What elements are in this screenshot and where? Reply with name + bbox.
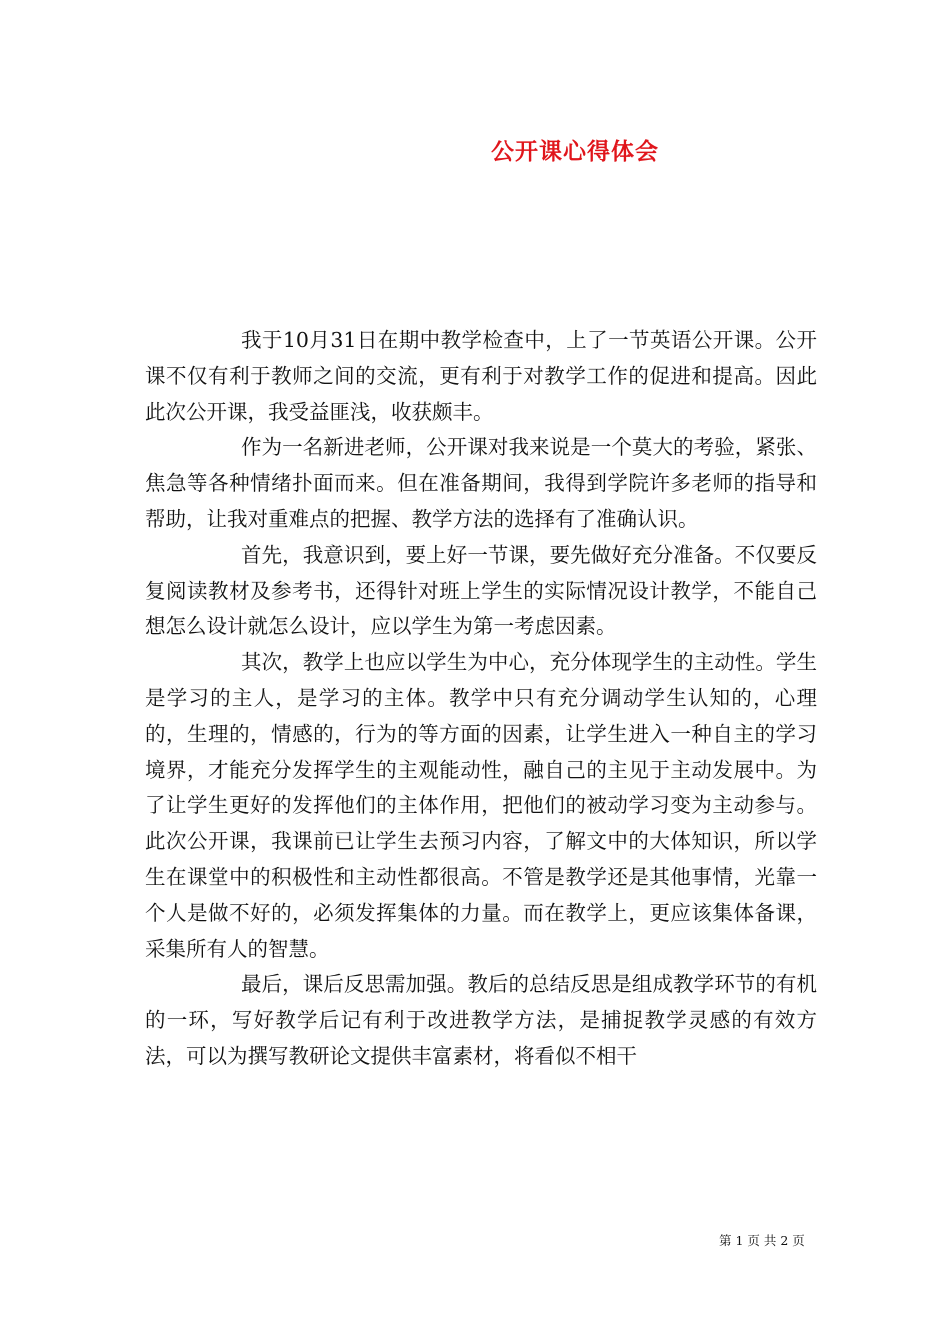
paragraph: 首先，我意识到，要上好一节课，要先做好充分准备。不仅要反复阅读教材及参考书，还得针对班上学生的实际情况设计教学，不能自己想怎么设计就怎么设计，应以学生为第一考虑因素。 [145, 542, 817, 639]
paragraph: 其次，教学上也应以学生为中心，充分体现学生的主动性。学生是学习的主人，是学习的主体。教学中只有充分调动学生认知的，心理的，生理的，情感的，行为的等方面的因素，让学生进入一种自主的学习境界，才能充分发挥学生的主观能动性，融自己的主见于主动发展中。为了让学生更好的发挥他们的主体作用，把他们的被动学习变为主动参与。此次公开课，我课前已让学生去预习内容，了解文中的大体知识，所以学生在课堂中的积极性和主动性都很高。不管是教学还是其他事情，光靠一个人是做不好的，必须发挥集体的力量。而在教学上，更应该集体备课，采集所有人的智慧。 [145, 650, 817, 961]
page-number-footer: 第 1 页 共 2 页 [719, 1233, 805, 1248]
paragraph: 最后，课后反思需加强。教后的总结反思是组成教学环节的有机的一环，写好教学后记有利于改进教学方法，是捕捉教学灵感的有效方法，可以为撰写教研论文提供丰富素材，将看似不相干 [145, 972, 817, 1068]
paragraph: 我于10月31日在期中教学检查中，上了一节英语公开课。公开课不仅有利于教师之间的交流，更有利于对教学工作的促进和提高。因此此次公开课，我受益匪浅，收获颇丰。 [145, 328, 817, 424]
document-body [145, 323, 817, 1075]
paragraph: 作为一名新进老师，公开课对我来说是一个莫大的考验，紧张、焦急等各种情绪扑面而来。但在准备期间，我得到学院许多老师的指导和帮助，让我对重难点的把握、教学方法的选择有了准确认识。 [145, 435, 817, 531]
page-title: 公开课心得体会 [491, 138, 659, 165]
